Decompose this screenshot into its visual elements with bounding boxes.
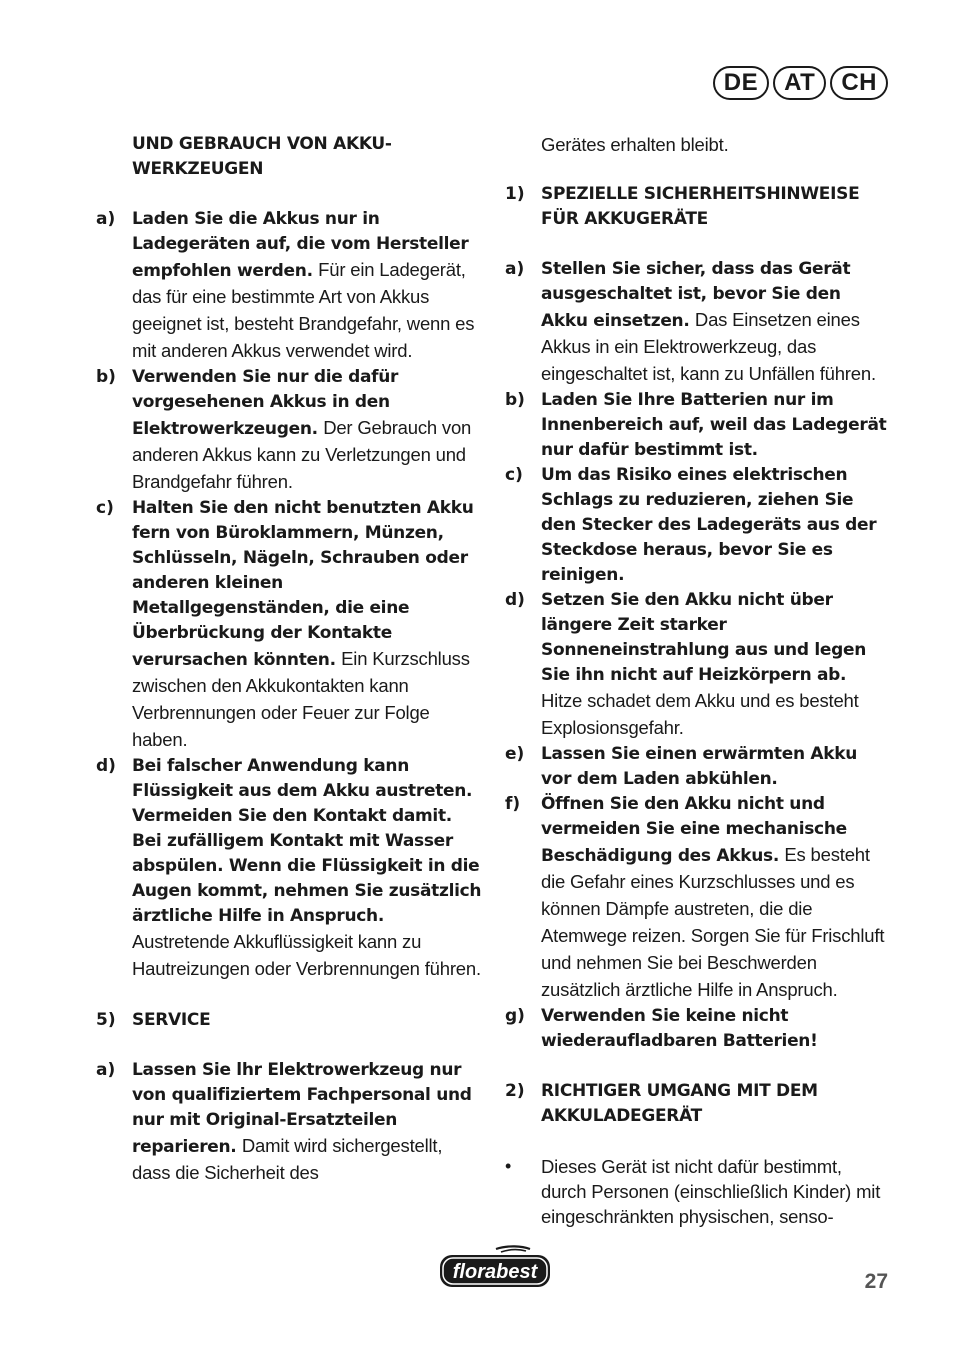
item-text: Der Gebrauch von anderen Akkus kann zu Verletzungen und Brandgefahr führen. (132, 417, 472, 492)
list-item (96, 496, 482, 754)
section-title: SERVICE (132, 1010, 211, 1030)
item-text: Hitze schadet dem Akku und es besteht Explosionsgefahr. (541, 690, 859, 738)
list-label: c) (96, 498, 114, 518)
continuation-line (505, 132, 892, 157)
list-label: e) (505, 744, 525, 764)
language-badges (713, 66, 888, 100)
section-number: 1) (505, 184, 525, 204)
list-item (505, 388, 892, 463)
list-label: b) (505, 390, 525, 410)
florabest-logo (438, 1245, 552, 1291)
section-title: SPEZIELLE SICHERHEITSHINWEISE FÜR AKKUGERÄTE (541, 184, 860, 229)
list-label: b) (96, 367, 116, 387)
item-bold: Laden Sie die Akkus nur in Ladegeräten auf, die vom Hersteller empfohlen werden. (132, 209, 469, 281)
list-item (505, 742, 892, 792)
right-column (505, 132, 892, 1229)
item-bold: Verwenden Sie keine nicht wiederaufladbaren Batterien! (541, 1006, 818, 1051)
list-label: a) (96, 209, 116, 229)
language-badge-ch: CH (830, 66, 888, 100)
list-label: g) (505, 1006, 525, 1026)
section-heading-continued (96, 132, 482, 182)
item-text: Ein Kurzschluss zwischen den Akkukontakten kann Verbrennungen oder Feuer zur Folge haben. (132, 648, 470, 750)
section-heading-2 (505, 1079, 892, 1129)
list-label: f) (505, 794, 521, 814)
bullet-text: Dieses Gerät ist nicht dafür bestimmt, durch Personen (einschließlich Kinder) mit eingeschränkten physischen, senso- (541, 1156, 881, 1227)
item-bold: Laden Sie Ihre Batterien nur im Innenbereich auf, weil das Ladegerät nur dafür bestimmt ist. (541, 390, 887, 460)
item-bold: Um das Risiko eines elektrischen Schlags zu reduzieren, ziehen Sie den Stecker des Ladegeräts aus der Steckdose heraus, bevor Sie es reinigen. (541, 465, 877, 585)
item-bold: Bei falscher Anwendung kann Flüssigkeit aus dem Akku austreten. Vermeiden Sie den Kontakt damit. Bei zufälligem Kontakt mit Wasser abspülen. Wenn die Flüssigkeit in die Augen kommt, nehmen Sie zusätzlich ärztliche Hilfe in Anspruch. (132, 756, 482, 926)
list-label: d) (505, 590, 525, 610)
list-item (505, 257, 892, 388)
item-bold: Stellen Sie sicher, dass das Gerät ausgeschaltet ist, bevor Sie den Akku einsetzen. (541, 259, 851, 331)
section-heading-service (96, 1008, 482, 1033)
item-bold: Lassen Sie lhr Elektrowerkzeug nur von qualifiziertem Fachpersonal und nur mit Original-Ersatzteilen reparieren. (132, 1060, 472, 1157)
list-item (96, 754, 482, 983)
section-number: 2) (505, 1081, 525, 1101)
language-badge-at: AT (773, 66, 826, 100)
list-item (505, 1004, 892, 1054)
list-label: c) (505, 465, 523, 485)
section-heading-1 (505, 182, 892, 232)
language-badge-de: DE (713, 66, 769, 100)
list-label: d) (96, 756, 116, 776)
list-item (505, 463, 892, 588)
item-bold: Öffnen Sie den Akku nicht und vermeiden Sie eine mechanische Beschädigung des Akkus. (541, 794, 847, 866)
item-text: Damit wird sichergestellt, dass die Sicherheit des (132, 1135, 443, 1183)
list-label: a) (505, 259, 525, 279)
page-number: 27 (864, 1270, 888, 1293)
item-text: Austretende Akkuflüssigkeit kann zu Hautreizungen oder Verbrennungen führen. (132, 931, 481, 979)
section-heading: UND GEBRAUCH VON AKKU-WERKZEUGEN (132, 134, 392, 179)
item-text: Das Einsetzen eines Akkus in ein Elektrowerkzeug, das eingeschaltet ist, kann zu Unfällen führen. (541, 309, 876, 384)
item-bold: Lassen Sie einen erwärmten Akku vor dem Laden abkühlen. (541, 744, 858, 789)
logo-text: florabest (452, 1261, 538, 1283)
item-bold: Setzen Sie den Akku nicht über längere Zeit starker Sonneneinstrahlung aus und legen Sie ihn nicht auf Heizkörpern ab. (541, 590, 867, 685)
left-column (96, 132, 482, 1187)
list-item (96, 365, 482, 496)
continuation-text: Gerätes erhalten bleibt. (541, 134, 729, 155)
section-title: RICHTIGER UMGANG MIT DEM AKKULADEGERÄT (541, 1081, 818, 1126)
bullet-icon: • (505, 1156, 512, 1176)
list-item (96, 207, 482, 365)
bullet-item (505, 1154, 892, 1229)
list-label: a) (96, 1060, 116, 1080)
list-item (96, 1058, 482, 1187)
list-item (505, 588, 892, 742)
item-text: Für ein Ladegerät, das für eine bestimmte Art von Akkus geeignet ist, besteht Brandgefahr, wenn es mit anderen Akkus verwendet wird. (132, 259, 475, 361)
item-text: Es besteht die Gefahr eines Kurzschlusses und es können Dämpfe austreten, die die Atemwege reizen. Sorgen Sie für Frischluft und nehmen Sie bei Beschwerden zusätzlich ärztliche Hilfe in Anspruch. (541, 844, 885, 1000)
section-number: 5) (96, 1010, 116, 1030)
item-bold: Verwenden Sie nur die dafür vorgesehenen Akkus in den Elektrowerkzeugen. (132, 367, 399, 439)
list-item (505, 792, 892, 1004)
item-bold: Halten Sie den nicht benutzten Akku fern von Büroklammern, Münzen, Schlüsseln, Nägeln, Schrauben oder anderen kleinen Metallgegenständen, die eine Überbrückung der Kontakte verursachen könnten. (132, 498, 474, 670)
